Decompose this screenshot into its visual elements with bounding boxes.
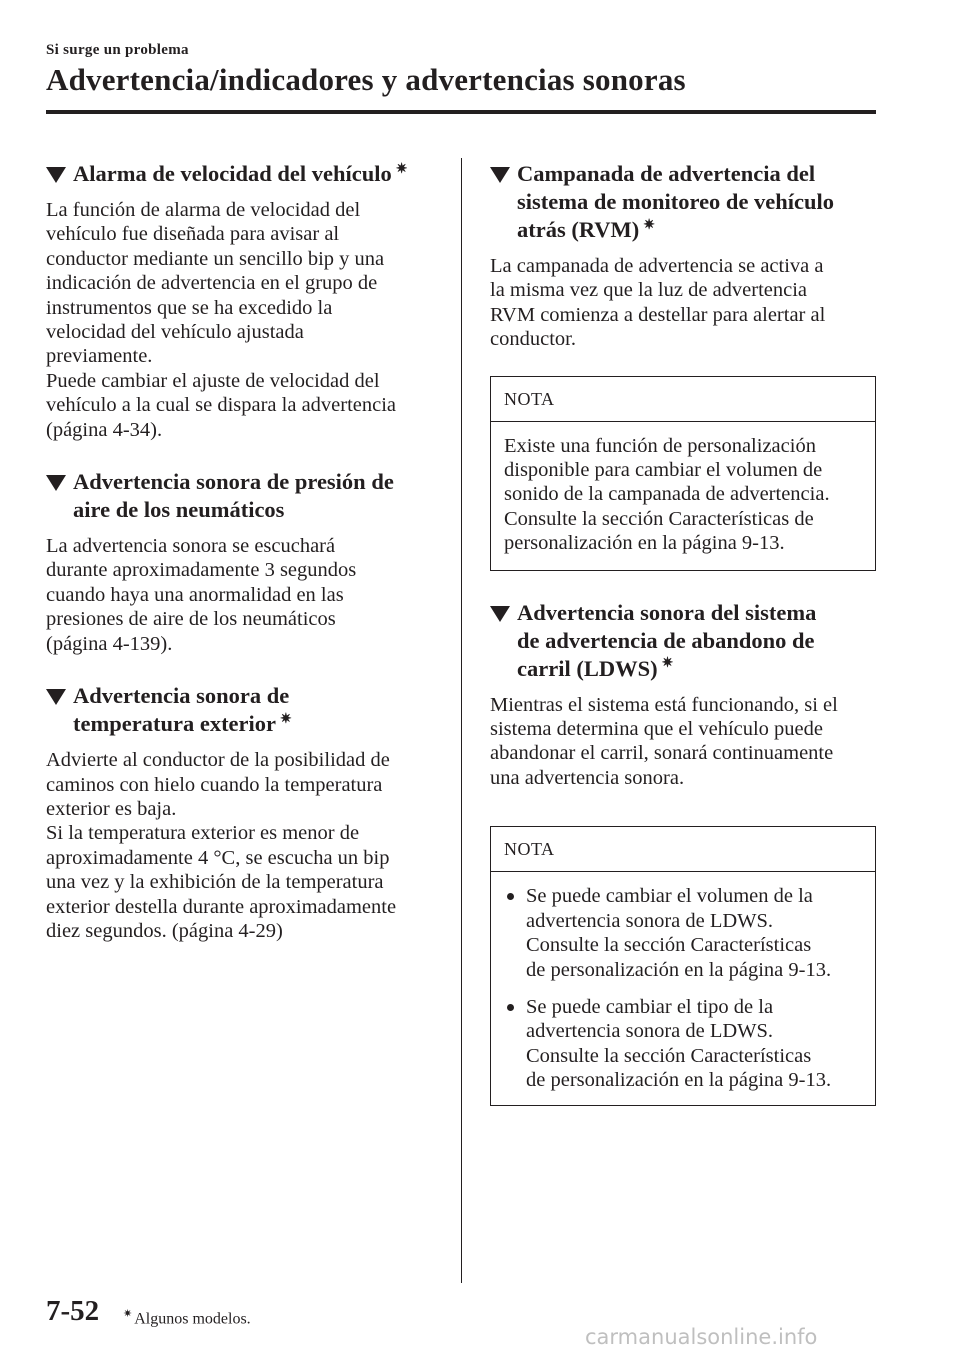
header-rule: [46, 110, 876, 114]
footnote: ✷ Algunos modelos.: [123, 1308, 251, 1328]
triangle-marker-icon: [46, 167, 66, 183]
watermark: carmanualsonline.info: [585, 1325, 818, 1349]
heading-tire-pressure: Advertencia sonora de presión de aire de los neumáticos: [46, 468, 440, 524]
list-item: Se puede cambiar el volumen de la advertencia sonora de LDWS. Consulte la sección Características de personalización en la página 9-13.: [503, 884, 863, 982]
star-icon: ✷: [395, 161, 408, 177]
paragraph-outside-temperature: Advierte al conductor de la posibilidad de caminos con hielo cuando la temperatura exterior es baja. Si la temperatura exterior es menor de aproximadamente 4 °C, se escucha un bip una vez y la exhibición de la temperatura exterior destella durante aproximadamente diez segundos. (página 4-29): [46, 749, 397, 942]
bullet-icon: [507, 1004, 514, 1011]
heading-speed-alarm: Alarma de velocidad del vehículo ✷: [46, 160, 440, 188]
note-label: NOTA: [491, 827, 875, 872]
heading-ldws: Advertencia sonora del sistema de advertencia de abandono de carril (LDWS) ✷: [490, 599, 876, 683]
note-box-ldws: [490, 826, 876, 1105]
triangle-marker-icon: [46, 475, 66, 491]
note-box-rvm: [490, 376, 876, 571]
paragraph-ldws: Mientras el sistema está funcionando, si el sistema determina que el vehículo puede abandonar el carril, sonará continuamente una advertencia sonora.: [490, 693, 838, 789]
note-list: [491, 872, 875, 1104]
page-number: 7-52: [46, 1295, 100, 1327]
paragraph-tire-pressure: La advertencia sonora se escuchará durante aproximadamente 3 segundos cuando haya una anormalidad en las presiones de aire de los neumáticos (página 4-139).: [46, 535, 357, 655]
bullet-icon: [507, 893, 514, 900]
column-divider: [461, 158, 462, 1283]
note-text: Existe una función de personalización disponible para cambiar el volumen de sonido de la campanada de advertencia. Consulte la sección Características de personalización en la página 9-13.: [504, 434, 830, 555]
left-column: [46, 160, 440, 943]
star-icon: ✷: [123, 1308, 133, 1320]
triangle-marker-icon: [490, 167, 510, 183]
star-icon: ✷: [661, 656, 674, 672]
list-item: Se puede cambiar el tipo de la advertencia sonora de LDWS. Consulte la sección Características de personalización en la página 9-13.: [503, 995, 863, 1093]
heading-outside-temperature: Advertencia sonora de temperatura exterior ✷: [46, 682, 440, 738]
star-icon: ✷: [280, 711, 292, 727]
right-column: [490, 160, 876, 1106]
triangle-marker-icon: [46, 689, 66, 705]
chapter-title: Advertencia/indicadores y advertencias sonoras: [46, 62, 686, 97]
paragraph-speed-alarm: La función de alarma de velocidad del vehículo fue diseñada para avisar al conductor mediante un sencillo bip y una indicación de advertencia en el grupo de instrumentos que se ha excedido la velocidad del vehículo ajustada previamente. Puede cambiar el ajuste de velocidad del vehículo a la cual se dispara la advertencia (página 4-34).: [46, 199, 397, 441]
star-icon: ✷: [643, 217, 656, 233]
heading-rvm-chime: Campanada de advertencia del sistema de monitoreo de vehículo atrás (RVM) ✷: [490, 160, 876, 244]
paragraph-rvm-chime: La campanada de advertencia se activa a la misma vez que la luz de advertencia RVM comienza a destellar para alertar al conductor.: [490, 255, 826, 351]
note-label: NOTA: [491, 377, 875, 422]
triangle-marker-icon: [490, 606, 510, 622]
section-label: Si surge un problema: [46, 42, 189, 58]
